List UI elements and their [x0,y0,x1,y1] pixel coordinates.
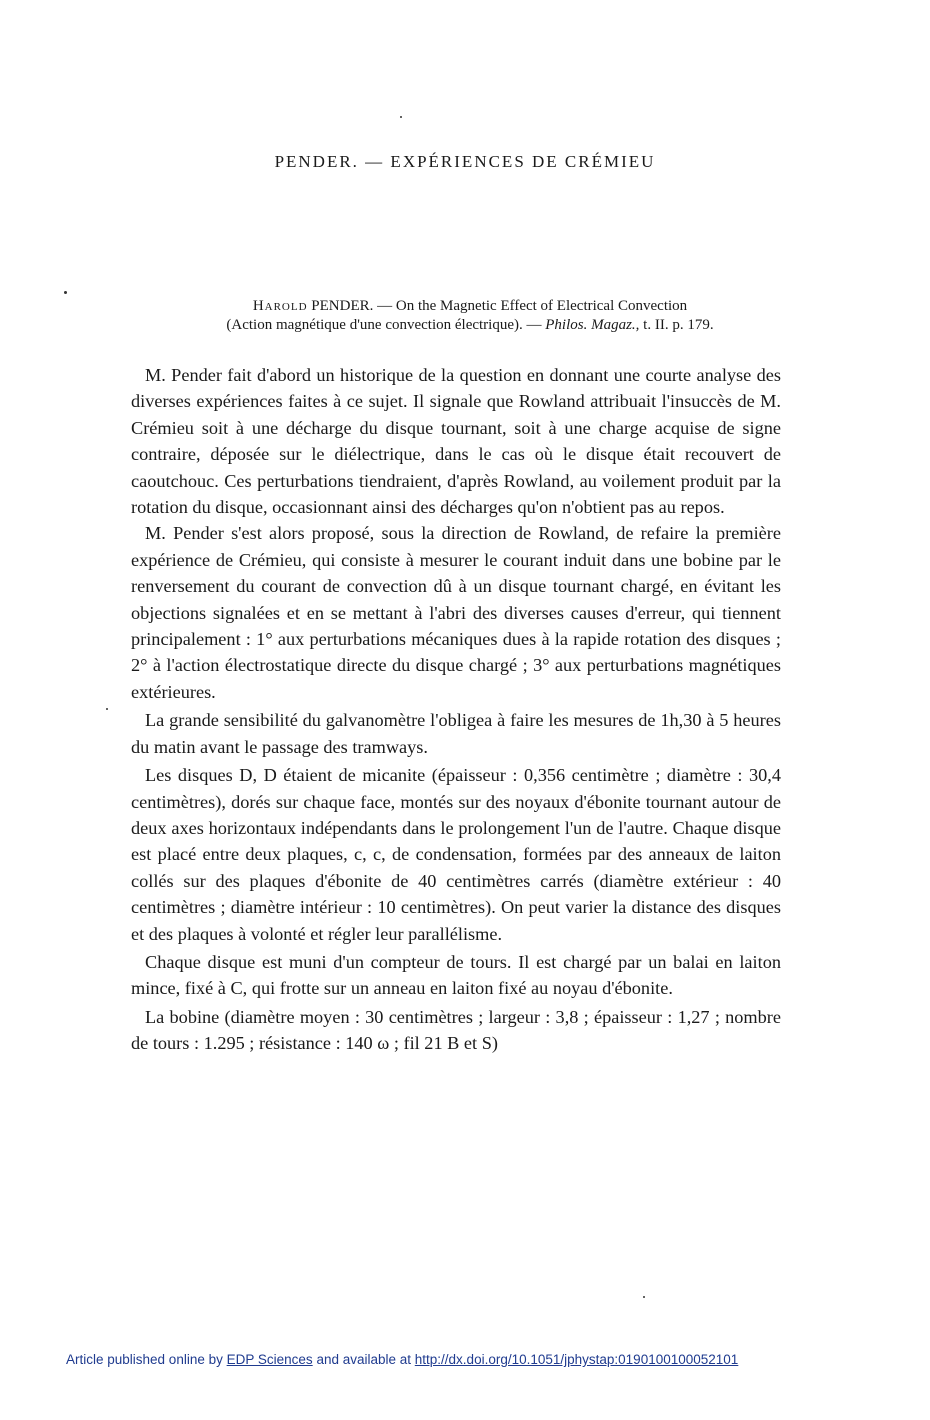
article-translation: (Action magnétique d'une convection électrique). — [226,317,542,333]
paragraph: M. Pender fait d'abord un historique de la question en donnant une courte analyse des diverses expériences faites à ce sujet. Il signale que Rowland attribuait l'insuccès de M. Crémieu soit à une décharge du disque tournant, soit à une charge acquise de signe contraire, déposée sur le diélectrique, dans le cas où le disque était recouvert de caoutchouc. Ces perturbations tiendraient, d'après Rowland, au voilement produit par la rotation du disque, occasionnant ainsi des décharges qu'on n'obtient pas au repos. [131,365,781,518]
edp-sciences-link[interactable]: EDP Sciences [226,1352,313,1367]
doi-link[interactable]: http://dx.doi.org/10.1051/jphystap:0190100100052101 [414,1352,739,1367]
running-header: PENDER. — EXPÉRIENCES DE CRÉMIEU [274,152,656,171]
stray-mark [400,116,402,118]
stray-mark [643,1296,645,1298]
paragraph: La bobine (diamètre moyen : 30 centimètres ; largeur : 3,8 ; épaisseur : 1,27 ; nombre de tours : 1.295 ; résistance : 140 ω ; fil 21 B et S) [131,1006,781,1054]
publication-footer [66,1352,916,1367]
paragraph: Chaque disque est muni d'un compteur de tours. Il est chargé par un balai en laiton mince, fixé à C, qui frotte sur un anneau en laiton fixé au noyau d'ébonite. [131,951,781,999]
footer-prefix: Article published online by [66,1352,223,1367]
journal-name: Philos. Magaz., [545,317,640,333]
footer-middle: and available at [316,1352,412,1367]
volume-page: t. II. p. 179. [643,317,714,333]
stray-mark [64,291,67,294]
paragraph: Les disques D, D étaient de micanite (épaisseur : 0,356 centimètre ; diamètre : 30,4 centimètres), dorés sur chaque face, montés sur des noyaux d'ébonite tournant autour de deux axes horizontaux indépendants dans le prolongement l'un de l'autre. Chaque disque est placé entre deux plaques, c, c, de condensation, formées par des anneaux de laiton collés sur des plaques d'ébonite de 40 centimètres carrés (diamètre extérieur : 40 centimètres ; diamètre intérieur : 10 centimètres). On peut varier la distance des disques et des plaques à volonté et régler leur parallélisme. [131,765,781,944]
author-last-name: PENDER. [311,298,374,314]
stray-mark [106,708,108,710]
article-reference [140,297,800,335]
article-title: — On the Magnetic Effect of Electrical Convection [377,298,688,314]
author-first-name: Harold [252,298,308,314]
paragraph: La grande sensibilité du galvanomètre l'obligea à faire les mesures de 1h,30 à 5 heures du matin avant le passage des tramways. [131,710,781,757]
paragraph: M. Pender s'est alors proposé, sous la direction de Rowland, de refaire la première expérience de Crémieu, qui consiste à mesurer le courant induit dans une bobine par le renversement du courant de convection dû à un disque tournant chargé, en évitant les objections signalées et en se mettant à l'abri des diverses causes d'erreur, qui tiennent principalement : 1° aux perturbations mécaniques dues à la rapide rotation des disques ; 2° à l'action électrostatique directe du disque chargé ; 3° aux perturbations magnétiques extérieures. [131,523,781,702]
article-body [131,362,781,1057]
